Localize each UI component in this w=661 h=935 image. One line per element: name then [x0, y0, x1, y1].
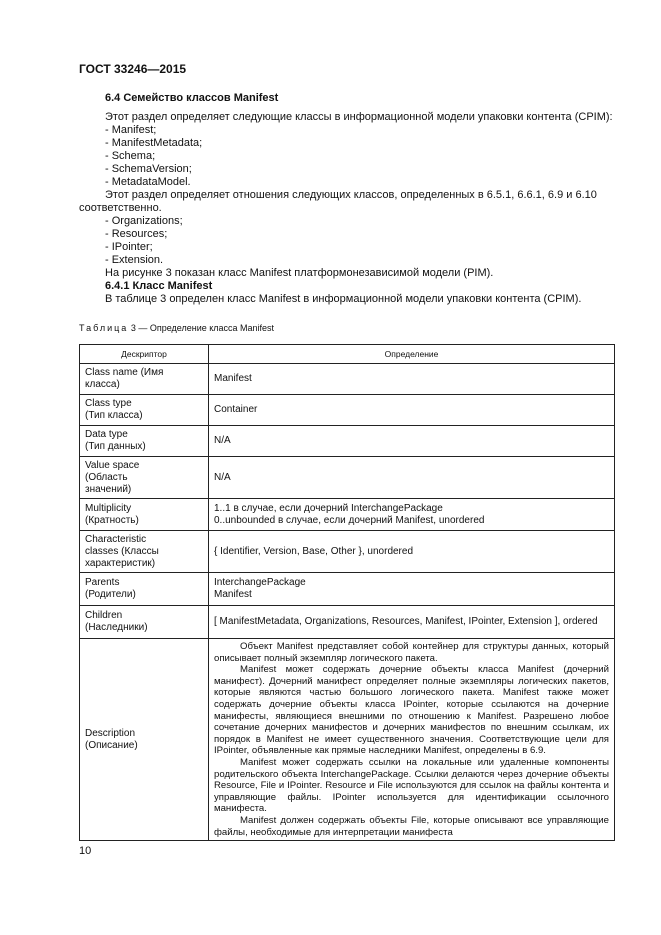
descriptor-line: Data type	[85, 429, 128, 440]
definition-cell	[209, 499, 615, 531]
definition-line: Container	[214, 404, 258, 415]
class-list-item: - ManifestMetadata;	[105, 137, 203, 149]
description-cell	[209, 639, 615, 841]
manifest-definition-table	[79, 344, 615, 841]
definition-cell	[209, 457, 615, 499]
descriptor-line: Description	[85, 727, 136, 739]
descriptor-cell	[80, 457, 209, 499]
descriptor-line: classes (Классы	[85, 545, 159, 557]
definition-line: Manifest	[214, 589, 252, 600]
description-paragraph: Manifest может содержать ссылки на локальные или удаленные компоненты родительского объекта InterchangePackage. Ссылки делаются через дочерние объекты Resource, File и IPointer. Resource и File используются для ссылок на файлы контента и управляющие файлы. IPointer используется для идентификации ссылочного манифеста.	[214, 756, 609, 815]
table-row	[80, 606, 615, 639]
figure-reference: На рисунке 3 показан класс Manifest платформонезависимой модели (PIM).	[105, 267, 494, 279]
table-row	[80, 531, 615, 573]
definition-line: [ ManifestMetadata, Organizations, Resources, Manifest, IPointer, Extension ], ordered	[214, 616, 598, 627]
descriptor-line: Class name (Имя	[85, 367, 164, 378]
section-title: 6.4 Семейство классов Manifest	[105, 92, 279, 104]
subsection-title: 6.4.1 Класс Manifest	[105, 280, 213, 292]
descriptor-line: Characteristic	[85, 533, 147, 545]
table-row	[80, 573, 615, 606]
descriptor-line: (Кратность)	[85, 514, 139, 526]
definition-line: 1..1 в случае, если дочерний InterchangePackage	[214, 502, 443, 514]
descriptor-cell	[80, 606, 209, 639]
definition-line: N/A	[214, 471, 231, 483]
definition-cell	[209, 364, 615, 395]
descriptor-line: Children	[85, 610, 123, 621]
table-caption-label: Таблица	[79, 323, 129, 333]
descriptor-line: Parents	[85, 577, 120, 588]
intro-paragraph: Этот раздел определяет следующие классы в информационной модели упаковки контента (CPIM):	[105, 111, 613, 123]
description-paragraph: Manifest может содержать дочерние объекты класса Manifest (дочерний манифест). Дочерний манифест определяет полные экземпляры логических пакетов, которые являются частью большого логического пакета. Manifest также может содержать дочерние объекты класса IPointer, которые ссылаются на дочерние манифесты, являющиеся внешними по отношению к Manifest. Разрешено любое сочетание дочерних манифестов и дочерних манифестов по внешним ссылкам, их порядок в Manifest не имеет существенного значения. Соответствующие цели для IPointer, объявленные как прямые наследники Manifest, определены в 6.9.	[214, 664, 609, 757]
descriptor-line: Multiplicity	[85, 502, 132, 514]
class-list-item: - Schema;	[105, 150, 156, 162]
descriptor-line: (Тип класса)	[85, 410, 143, 421]
descriptor-line: Value space	[85, 459, 140, 471]
descriptor-line: значений)	[85, 483, 132, 495]
subsection-text: В таблице 3 определен класс Manifest в информационной модели упаковки контента (CPIM).	[105, 293, 582, 305]
related-list-item: - IPointer;	[105, 241, 153, 253]
definition-cell	[209, 395, 615, 426]
definition-line: N/A	[214, 435, 231, 446]
definition-line: InterchangePackage	[214, 577, 306, 588]
class-list-item: - MetadataModel.	[105, 176, 191, 188]
descriptor-cell	[80, 395, 209, 426]
column-header-descriptor: Дескриптор	[80, 345, 209, 364]
definition-line: 0..unbounded в случае, если дочерний Manifest, unordered	[214, 514, 485, 526]
class-list-item: - Manifest;	[105, 124, 157, 136]
document-header: ГОСТ 33246—2015	[79, 62, 187, 76]
descriptor-cell	[80, 499, 209, 531]
definition-cell	[209, 606, 615, 639]
definition-line: Manifest	[214, 373, 252, 384]
related-list-item: - Organizations;	[105, 215, 183, 227]
table-row	[80, 395, 615, 426]
relations-paragraph-line1: Этот раздел определяет отношения следующих классов, определенных в 6.5.1, 6.6.1, 6.9 и 6.10	[105, 189, 597, 201]
table-header-row	[80, 345, 615, 364]
definition-cell	[209, 426, 615, 457]
relations-paragraph-line2: соответственно.	[79, 202, 162, 214]
description-paragraph: Объект Manifest представляет собой контейнер для структуры данных, который описывает полный экземпляр логического пакета.	[214, 641, 609, 664]
related-list-item: - Resources;	[105, 228, 168, 240]
table-row	[80, 499, 615, 531]
descriptor-line: характеристик)	[85, 557, 156, 569]
table-caption	[79, 323, 274, 333]
column-header-definition: Определение	[209, 345, 615, 364]
table-row	[80, 364, 615, 395]
related-list-item: - Extension.	[105, 254, 164, 266]
page-number: 10	[79, 845, 92, 857]
table-row	[80, 457, 615, 499]
definition-line: { Identifier, Version, Base, Other }, unordered	[214, 545, 414, 557]
table-row-description	[80, 639, 615, 841]
table-caption-text: 3 — Определение класса Manifest	[130, 323, 275, 333]
descriptor-line: (Наследники)	[85, 622, 148, 633]
class-list-item: - SchemaVersion;	[105, 163, 192, 175]
descriptor-cell	[80, 531, 209, 573]
descriptor-cell	[80, 426, 209, 457]
section-body	[79, 92, 619, 306]
descriptor-line: (Описание)	[85, 739, 138, 751]
descriptor-line: (Тип данных)	[85, 441, 146, 452]
definition-cell	[209, 531, 615, 573]
descriptor-line: (Область	[85, 471, 128, 483]
table-row	[80, 426, 615, 457]
descriptor-cell	[80, 639, 209, 841]
descriptor-cell	[80, 573, 209, 606]
descriptor-line: класса)	[85, 379, 120, 390]
descriptor-cell	[80, 364, 209, 395]
definition-cell	[209, 573, 615, 606]
descriptor-line: Class type	[85, 398, 132, 409]
description-paragraph: Manifest должен содержать объекты File, которые описывают все управляющие файлы, необходимые для интерпретации манифеста	[214, 814, 609, 838]
descriptor-line: (Родители)	[85, 589, 136, 600]
